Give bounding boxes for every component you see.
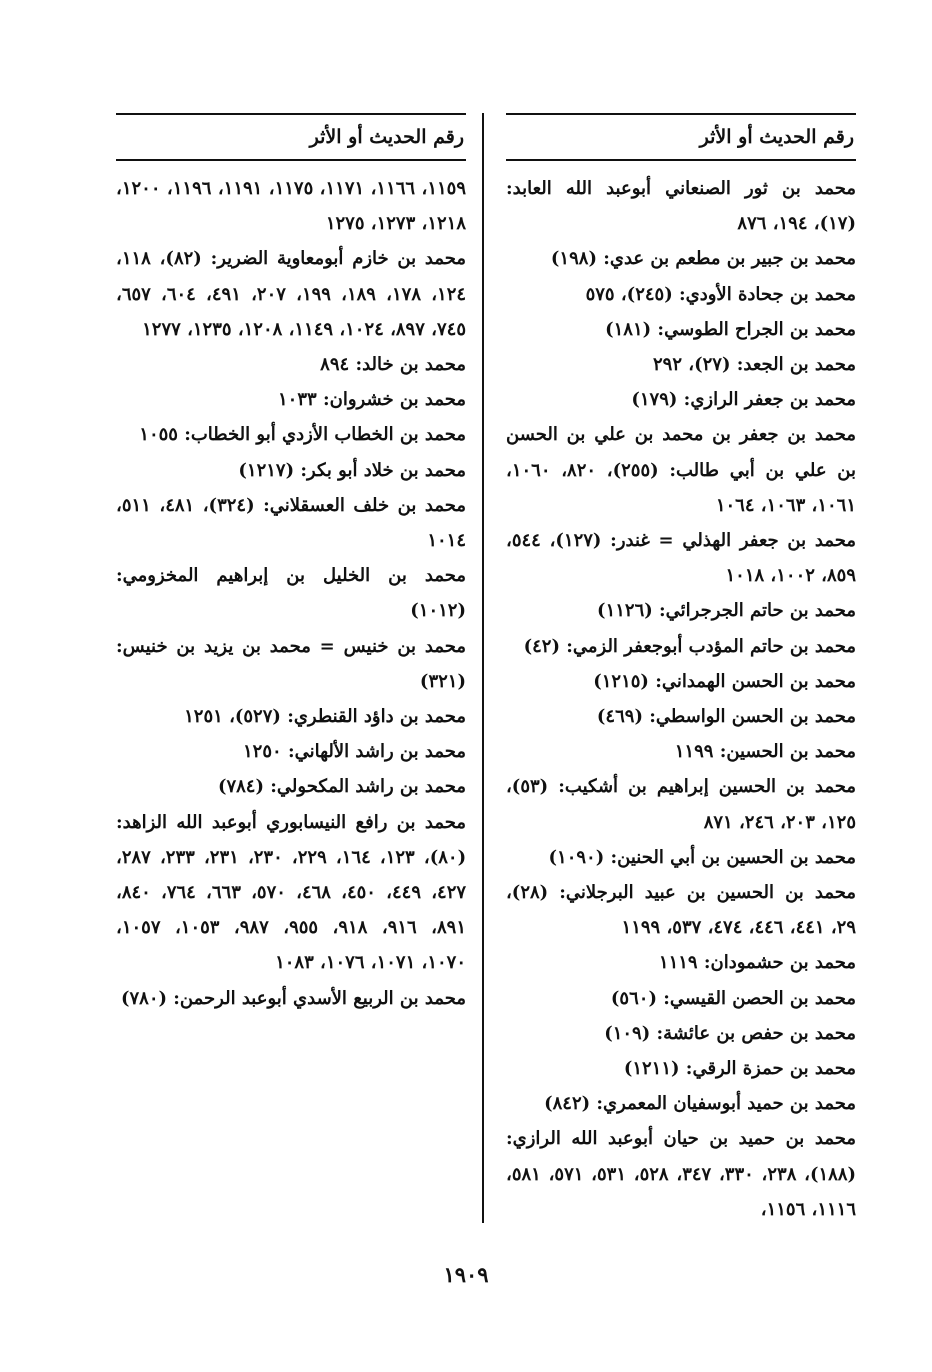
index-entry: محمد بن ثور الصنعاني أبوعبد الله العابد: (١٧)، ١٩٤، ٨٧٦: [506, 178, 856, 235]
index-entry: محمد بن الربيع الأسدي أبوعبد الرحمن: (٧٨٠): [120, 987, 466, 1009]
page-number: ١٩٠٩: [443, 1262, 489, 1287]
index-entry: محمد بن خازم أبومعاوية الضرير: (٨٢)، ١١٨، ١٢٤، ١٧٨، ١٨٩، ١٩٩، ٢٠٧، ٤٩١، ٦٠٤، ٦٥٧، ٧٤٥، ٨٩٧، ١٠٢٤، ١١٤٩، ١٢٠٨، ١٢٣٥، ١٢٧٧: [116, 248, 467, 340]
index-entry: محمد بن خلاد أبو بكر: (١٢١٧): [238, 459, 466, 481]
index-entry: محمد بن جعفر بن محمد بن علي بن الحسن بن علي بن أبي طالب: (٢٥٥)، ٨٢٠، ١٠٦٠، ١٠٦١، ١٠٦٣، ١٠٦٤: [506, 424, 857, 516]
index-entry: محمد بن خالد: ٨٩٤: [320, 354, 466, 376]
index-entry: محمد بن حفص بن عائشة: (١٠٩): [604, 1022, 856, 1044]
index-entry: محمد بن جعفر الهذلي = غندر: (١٢٧)، ٥٤٤، ٨٥٩، ١٠٠٢، ١٠١٨: [506, 530, 856, 587]
index-entry: محمد بن داؤد القنطري: (٥٢٧)، ١٢٥١: [184, 706, 466, 728]
index-entry: محمد بن خنيس = محمد بن يزيد بن خنيس: (٣٢١): [116, 635, 466, 692]
entry-list: [506, 171, 856, 1227]
index-entry: محمد بن الحسين بن عبيد البرجلاني: (٢٨)، ٢٩، ٤٤١، ٤٤٦، ٤٧٤، ٥٣٧، ١١٩٩: [506, 882, 856, 939]
index-column-right: [506, 113, 856, 1227]
index-entry: محمد بن خشروان: ١٠٣٣: [278, 389, 466, 411]
index-entry: محمد بن حاتم الجرجرائي: (١١٢٦): [597, 600, 856, 622]
index-entry: محمد بن الحسين بن أبي الحنين: (١٠٩٠): [548, 846, 856, 868]
index-entry: محمد بن الحسن الواسطي: (٤٦٩): [596, 706, 856, 728]
index-entry: محمد بن راشد المكحولي: (٧٨٤): [217, 776, 466, 798]
entry-list: [116, 171, 466, 1016]
index-entry: ١١٥٩، ١١٦٦، ١١٧١، ١١٧٥، ١١٩١، ١١٩٦، ١٢٠٠، ١٢١٨، ١٢٧٣، ١٢٧٥: [116, 178, 467, 235]
index-entry: محمد بن رافع النيسابوري أبوعبد الله الزاهد: (٨٠)، ١٢٣، ١٦٤، ٢٢٩، ٢٣٠، ٢٣١، ٢٣٣، ٢٨٧، ٤٢٧، ٤٤٩، ٤٥٠، ٤٦٨، ٥٧٠، ٦٦٣، ٧٦٤، ٨٤٠، ٨٩١، ٩١٦، ٩١٨، ٩٥٥، ٩٨٧، ١٠٥٣، ١٠٥٧، ١٠٧٠، ١٠٧١، ١٠٧٦، ١٠٨٣: [116, 811, 467, 974]
column-divider: [482, 113, 484, 1223]
index-entry: محمد بن حشمودان: ١١١٩: [658, 952, 856, 974]
index-entry: محمد بن جبير بن مطعم بن عدي: (١٩٨): [550, 248, 856, 270]
column-header: رقم الحديث أو الأثر: [506, 113, 856, 161]
index-entry: محمد بن حميد بن حيان أبوعبد الله الرازي: (١٨٨)، ٢٣٨، ٣٣٠، ٣٤٧، ٥٢٨، ٥٣١، ٥٧١، ٥٨١، ١١١٦، ١١٥٦،: [506, 1128, 857, 1220]
index-entry: محمد بن الحسين إبراهيم بن أشكيب: (٥٣)، ١٢٥، ٢٠٣، ٢٤٦، ٨٧١: [506, 776, 856, 833]
index-entry: محمد بن حاتم المؤدب أبوجعفر الزمي: (٤٢): [523, 635, 856, 657]
index-entry: محمد بن حمزة الرقي: (١٢١١): [623, 1058, 856, 1080]
index-entry: محمد بن الحصن القيسي: (٥٦٠): [610, 987, 856, 1009]
column-header: رقم الحديث أو الأثر: [116, 113, 466, 161]
index-entry: محمد بن حميد أبوسفيان المعمري: (٨٤٢): [544, 1093, 856, 1115]
index-entry: محمد بن الحسن الهمداني: (١٢١٥): [593, 670, 856, 692]
index-entry: محمد بن الجعد: (٢٧)، ٢٩٢: [653, 354, 856, 376]
index-entry: محمد بن خلف العسقلاني: (٣٢٤)، ٤٨١، ٥١١، ١٠١٤: [116, 494, 467, 552]
index-entry: محمد بن الخليل بن إبراهيم المخزومي: (١٠١٢): [116, 565, 466, 622]
index-entry: محمد بن جعفر الرازي: (١٧٩): [631, 389, 856, 411]
index-entry: محمد بن الحسين: ١١٩٩: [674, 741, 856, 763]
index-entry: محمد بن الخطاب الأزدي أبو الخطاب: ١٠٥٥: [139, 424, 466, 446]
index-entry: محمد بن جحادة الأودي: (٢٤٥)، ٥٧٥: [585, 283, 856, 305]
index-entry: محمد بن راشد الألهاني: ١٢٥٠: [243, 741, 466, 763]
index-entry: محمد بن الجراح الطوسي: (١٨١): [605, 318, 856, 340]
index-column-left: [116, 113, 466, 1016]
